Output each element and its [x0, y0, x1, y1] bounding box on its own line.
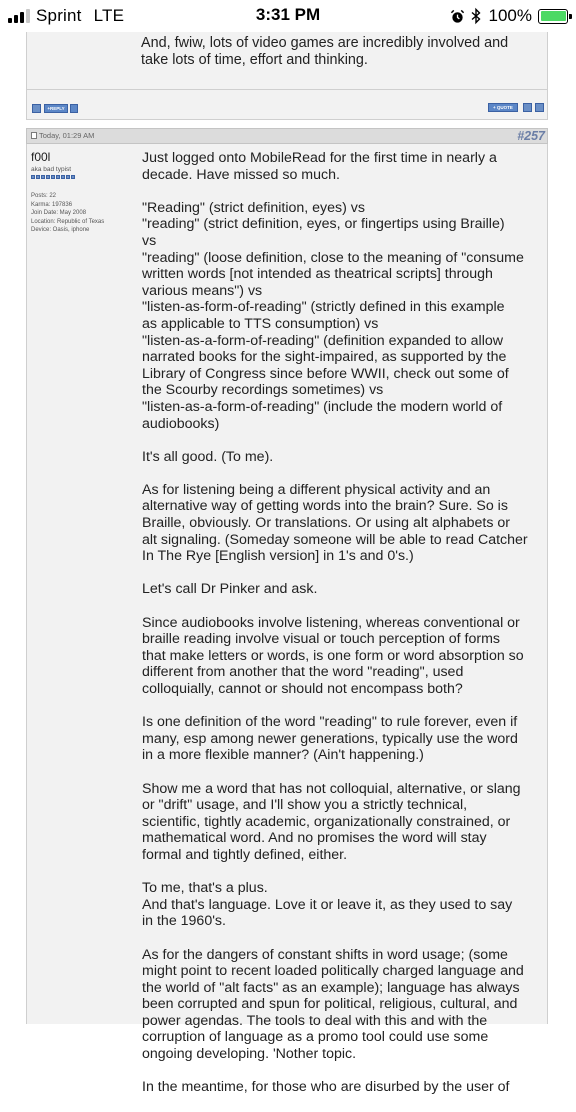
- text-line: Library of Congress since before WWII, check out some of: [142, 365, 509, 382]
- text-line: To me, that's a plus.: [142, 880, 268, 897]
- quick-reply-icon[interactable]: [535, 103, 544, 112]
- text-line: or "drift" usage, and I'll show you a strictly technical,: [142, 797, 468, 814]
- multi-quote-icon[interactable]: [523, 103, 532, 112]
- text-line: "listen-as-a-form-of-reading" (include the modern world of: [142, 398, 503, 415]
- text-line: braille reading involve visual or touch perception of forms: [142, 631, 501, 648]
- post-icon: [31, 132, 37, 139]
- post-paragraph: [142, 449, 546, 466]
- post-paragraph: [142, 615, 546, 698]
- post-paragraph: [142, 581, 546, 598]
- post-body: [26, 144, 548, 1096]
- text-line: the Scourby recordings sometimes) vs: [142, 382, 384, 399]
- text-line: "reading" (loose definition, close to the meaning of "consume: [142, 249, 524, 266]
- reputation-meter: [31, 175, 75, 179]
- battery-icon: [538, 9, 568, 24]
- text-line: As for the dangers of constant shifts in word usage; (some: [142, 946, 508, 963]
- text-line: in the 1960's.: [142, 913, 226, 930]
- text-line: And that's language. Love it or leave it, as they used to say: [142, 896, 513, 913]
- reputation-pip: [66, 175, 70, 179]
- reputation-pip: [51, 175, 55, 179]
- post-paragraph: [142, 781, 546, 864]
- text-line: alternative way of getting words into the brain? Sure. So is: [142, 498, 508, 515]
- stat-location: Location: Republic of Texas: [31, 218, 105, 225]
- carrier-name: Sprint: [36, 6, 82, 25]
- text-line: take lots of time, effort and thinking.: [141, 52, 368, 68]
- text-line: audiobooks): [142, 415, 220, 432]
- text-line: In The Rye [English version] in 1's and 0's.): [142, 548, 414, 565]
- text-line: might point to recent loaded politically charged language and: [142, 963, 524, 980]
- text-line: Since audiobooks involve listening, whereas conventional or: [142, 614, 520, 631]
- text-line: "listen-as-form-of-reading" (strictly defined in this example: [142, 299, 505, 316]
- text-line: been corrupted and spun for political, religious, cultural, and: [142, 996, 518, 1013]
- post-separator: [26, 120, 548, 128]
- previous-post-body: [26, 32, 548, 90]
- alarm-clock-icon: [450, 9, 465, 24]
- post-paragraph: [142, 150, 546, 183]
- text-line: "listen-as-a-form-of-reading" (definition expanded to allow: [142, 332, 503, 349]
- battery-level-fill: [541, 11, 566, 21]
- text-line: "Reading" (strict definition, eyes) vs: [142, 199, 365, 216]
- text-line: decade. Have missed so much.: [142, 166, 340, 183]
- text-line: mathematical word. And no promises the word will stay: [142, 830, 487, 847]
- text-line: different from another that the word "reading", used: [142, 664, 464, 681]
- reputation-pip: [36, 175, 40, 179]
- text-line: It's all good. (To me).: [142, 448, 274, 465]
- bluetooth-icon: [471, 8, 481, 24]
- battery-percent: 100%: [488, 6, 532, 25]
- text-line: that make letters or words, is one form or word absorption so: [142, 647, 524, 664]
- checkbox-icon[interactable]: [32, 104, 41, 113]
- text-line: narrated books for the sight-impaired, as supported by the: [142, 349, 507, 366]
- reputation-pip: [56, 175, 60, 179]
- text-line: Let's call Dr Pinker and ask.: [142, 581, 318, 598]
- reputation-pip: [31, 175, 35, 179]
- clock: 3:31 PM: [255, 5, 321, 24]
- previous-post-text: [141, 35, 541, 69]
- post-date: [31, 131, 94, 140]
- author-stats: [31, 192, 104, 235]
- text-line: Is one definition of the word "reading" to rule forever, even if: [142, 714, 518, 731]
- text-line: In the meantime, for those who are disurbed by the user of: [142, 1079, 510, 1096]
- author-username-link[interactable]: f00l: [31, 150, 51, 164]
- reputation-pip: [41, 175, 45, 179]
- reputation-pip: [46, 175, 50, 179]
- status-right: [450, 5, 568, 27]
- post-date-text: Today, 01:29 AM: [39, 131, 95, 140]
- post-paragraph: [142, 880, 546, 930]
- plus-button[interactable]: [70, 104, 78, 113]
- text-line: Just logged onto MobileRead for the first time in nearly a: [142, 150, 497, 166]
- author-title: aka bad typist: [31, 166, 72, 173]
- reputation-pip: [71, 175, 75, 179]
- text-line: colloquially, cannot or should not encompass both?: [142, 681, 463, 697]
- previous-post-footer: [26, 90, 548, 120]
- post-header: [26, 128, 548, 144]
- stat-posts: Posts: 22: [31, 193, 57, 199]
- text-line: scientific, tightly academic, organizationally constrained, or: [142, 813, 511, 830]
- text-line: formal and tightly defined, either.: [142, 846, 348, 863]
- text-line: in a more flexible manner? (Ain't happening.): [142, 747, 424, 764]
- post-paragraph: [142, 1079, 546, 1096]
- post-number-link[interactable]: #257: [517, 129, 545, 143]
- post-paragraph: [142, 714, 546, 764]
- post-message: [142, 150, 546, 1112]
- text-line: ongoing developing. 'Nother topic.: [142, 1046, 357, 1063]
- quote-button[interactable]: + QUOTE: [488, 103, 518, 112]
- stat-device: Device: Oasis, iphone: [31, 227, 90, 234]
- text-line: corruption of language as a promo tool could use some: [142, 1029, 489, 1046]
- post-paragraph: [142, 947, 546, 1063]
- text-line: vs: [142, 232, 157, 249]
- reputation-pip: [61, 175, 65, 179]
- text-line: power agendas. The tools to deal with this and with the: [142, 1012, 488, 1029]
- stat-join-date: Join Date: May 2008: [31, 210, 87, 217]
- stat-karma: Karma: 197836: [31, 201, 73, 208]
- status-bar: [0, 0, 576, 32]
- text-line: written words [not intended as theatrical scripts] through: [142, 266, 493, 283]
- text-line: various means") vs: [142, 282, 263, 299]
- text-line: Braille, obviously. Or translations. Or using alt alphabets or: [142, 515, 510, 532]
- network-type: LTE: [93, 6, 125, 25]
- reply-button[interactable]: +REPLY: [44, 104, 68, 113]
- text-line: And, fwiw, lots of video games are incredibly involved and: [141, 35, 509, 51]
- text-line: Show me a word that has not colloquial, alternative, or slang: [142, 780, 521, 797]
- text-line: alt signaling. (Someday someone will be able to read Catcher: [142, 531, 528, 548]
- text-line: many, esp among newer generations, typically use the word: [142, 730, 518, 747]
- post-paragraph: [142, 200, 546, 432]
- text-line: "reading" (strict definition, eyes, or fingertips using Braille): [142, 216, 505, 233]
- post-paragraph: [142, 482, 546, 565]
- text-line: as applicable to TTS consumption) vs: [142, 315, 379, 332]
- text-line: the world of "alt facts" as an example); language has always: [142, 979, 520, 996]
- text-line: As for listening being a different physical activity and an: [142, 481, 491, 498]
- forum-thread-page[interactable]: [0, 32, 576, 1096]
